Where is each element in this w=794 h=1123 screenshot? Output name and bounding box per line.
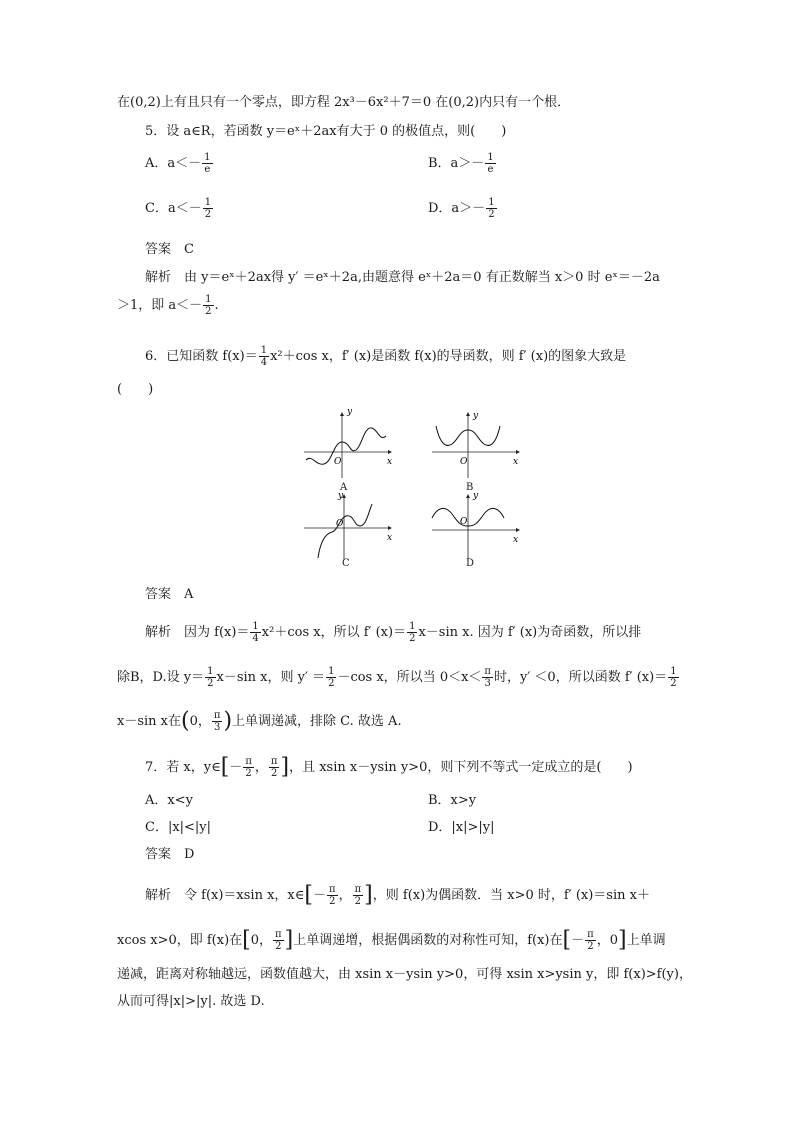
graph-c: [300, 490, 396, 562]
y-label: y: [473, 411, 479, 421]
graph-c-caption: C: [342, 558, 350, 569]
q5-option-b: B．a＞－ $\frac{1}{e}$: [428, 152, 494, 175]
q7-solution-line4: 从而可得|x|>|y|. 故选 D.: [117, 994, 265, 1009]
q6-stem: 6．已知函数 f(x)＝ $\frac{1}{4}$ x²＋cos x，f′ (x)是函数 f(x)的导函数，则 f′ (x)的图象大致是: [145, 345, 627, 368]
q7-option-d: D．|x|>|y|: [428, 820, 495, 835]
q7-solution-line3: 递减，距离对称轴越远，函数值越大，由 xsin x－ysin y>0，可得 xsin x>ysin y，即 f(x)>f(y)，: [117, 967, 692, 982]
q5-stem: 5．设 a∈R，若函数 y＝eˣ＋2ax有大于 0 的极值点，则( ): [145, 124, 507, 139]
graph-b: [428, 408, 524, 480]
x-axis-arrow: [388, 526, 392, 530]
x-label: x: [387, 457, 393, 467]
y-axis-arrow: [340, 412, 344, 416]
q5-solution-line1: 解析 由 y＝eˣ＋2ax得 y′ ＝eˣ＋2a,由题意得 eˣ＋2a＝0 有正数解当 x＞0 时 eˣ＝－2a: [145, 270, 660, 285]
q7-option-c: C．|x|<|y|: [145, 820, 212, 835]
q7-stem: 7．若 x，y∈[－ $\frac{\pi}{2}$ ， $\frac{\pi}{2}$ ]，且 xsin x－ysin y>0，则下列不等式一定成立的是( ): [145, 754, 633, 780]
q6-answer: 答案 A: [145, 587, 194, 602]
graph-d-caption: D: [466, 558, 475, 569]
x-axis-arrow: [516, 450, 520, 454]
q7-option-b: B．x>y: [428, 793, 477, 808]
q7-option-a: A．x<y: [145, 793, 193, 808]
y-label: y: [338, 491, 344, 501]
y-axis-arrow: [466, 494, 470, 498]
graph-b-caption: B: [466, 482, 474, 493]
y-label: y: [473, 491, 479, 501]
q5-solution-line2: ＞1，即 a＜－ $\frac{1}{2}$ .: [117, 294, 219, 317]
continuation-line: 在(0,2)上有且只有一个零点，即方程 2x³－6x²＋7＝0 在(0,2)内只有一个根．: [117, 95, 571, 110]
x-axis-arrow: [516, 528, 520, 532]
graph-a: [300, 408, 396, 480]
q7-answer: 答案 D: [145, 847, 195, 862]
origin-label: O: [334, 457, 342, 467]
x-label: x: [513, 457, 519, 467]
origin-label: O: [336, 519, 344, 529]
curve-a: [306, 428, 386, 464]
origin-label: O: [460, 517, 468, 527]
q6-solution-line3: x－sin x在(0， $\frac{\pi}{3}$ )上单调递减，排除 C. 故选 A.: [117, 708, 402, 734]
curve-c: [318, 504, 372, 558]
graph-d: [428, 490, 524, 562]
q7-solution-line2: xcos x>0，即 f(x)在[0， $\frac{\pi}{2}$ ]上单调递增，根据偶函数的对称性可知，f(x)在[－ $\frac{\pi}{2}$ ，0]上单调: [117, 927, 666, 953]
q5-option-c: C．a＜－ $\frac{1}{2}$: [145, 197, 212, 220]
origin-label: O: [460, 457, 468, 467]
q7-solution-line1: 解析 令 f(x)＝xsin x，x∈[－ $\frac{\pi}{2}$ ， $\frac{\pi}{2}$ ]，则 f(x)为偶函数．当 x>0 时，f′ (x)＝sin x＋: [145, 882, 650, 908]
q6-answer-paren: ( ): [117, 382, 154, 397]
q6-solution-line1: 解析 因为 f(x)＝ $\frac{1}{4}$ x²＋cos x，所以 f′ (x)＝ $\frac{1}{2}$ x－sin x. 因为 f′ (x)为奇函数，所以排: [145, 621, 642, 644]
x-label: x: [513, 535, 519, 545]
graph-a-caption: A: [340, 482, 348, 493]
y-label: y: [347, 408, 353, 417]
q5-answer: 答案 C: [145, 242, 194, 257]
q5-option-d: D．a＞－ $\frac{1}{2}$: [428, 197, 495, 220]
x-axis-arrow: [388, 450, 392, 454]
q5-option-a: A．a＜－ $\frac{1}{e}$: [145, 152, 211, 175]
q6-solution-line2: 除B，D.设 y＝ $\frac{1}{2}$ x－sin x，则 y′ ＝ $\frac{1}{2}$ －cos x，所以当 0＜x＜ $\frac{\pi}{3}$ 时，y′ ＜0，所以函数 f′ (x)＝ $\frac{1}{2}$: [117, 666, 677, 689]
x-label: x: [387, 533, 393, 543]
y-axis-arrow: [466, 412, 470, 416]
